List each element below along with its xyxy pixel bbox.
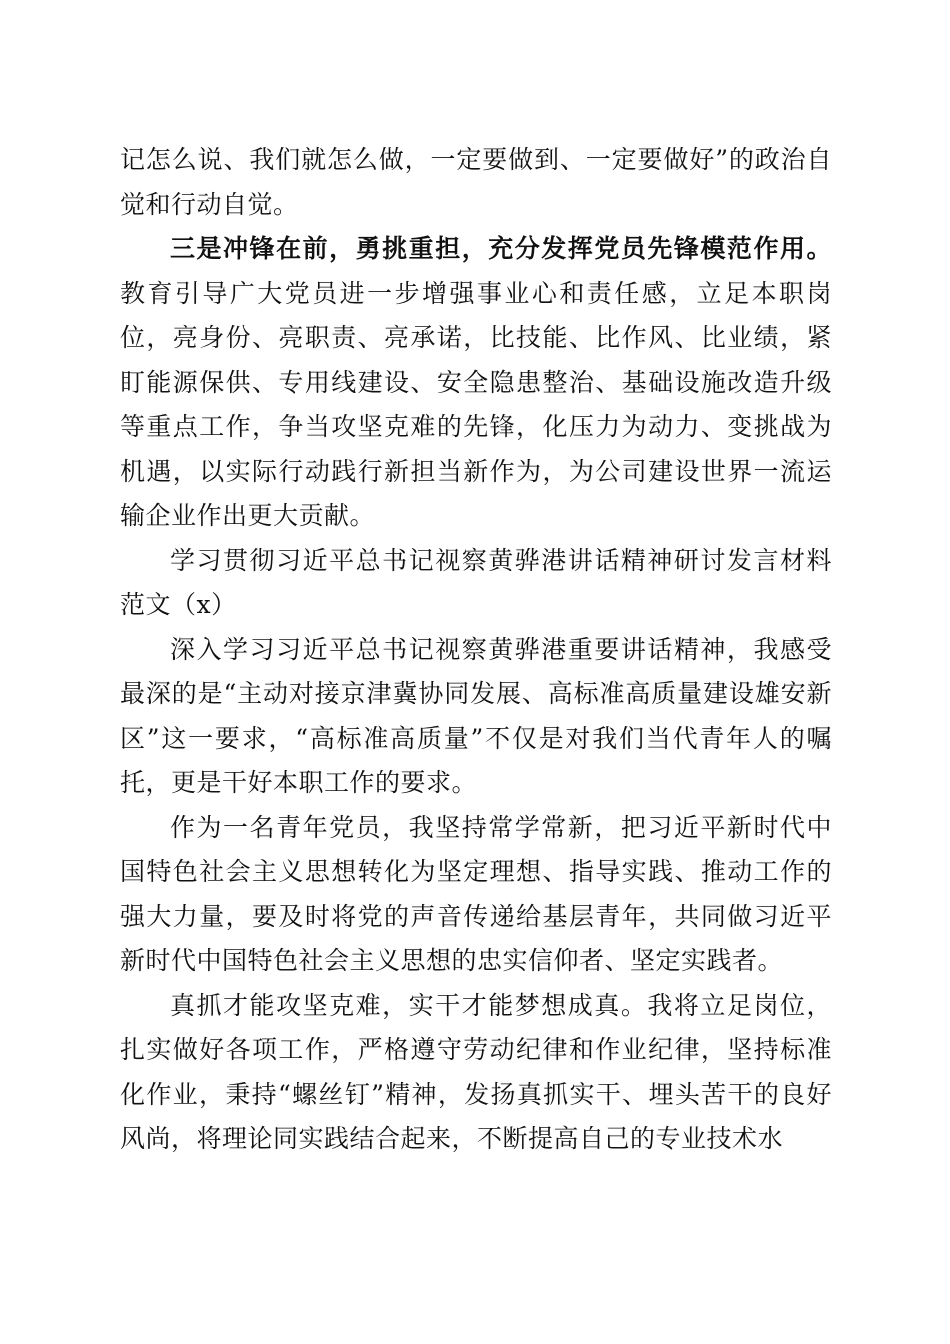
document-body: [120, 138, 832, 1162]
paragraph-youth-member: 作为一名青年党员，我坚持常学常新，把习近平新时代中国特色社会主义思想转化为坚定理想、指导实践、推动工作的强大力量，要及时将党的声音传递给基层青年，共同做习近平新时代中国特色社会主义思想的忠实信仰者、坚定实践者。: [120, 812, 832, 975]
paragraph-practice: 真抓才能攻坚克难，实干才能梦想成真。我将立足岗位，扎实做好各项工作，严格遵守劳动纪律和作业纪律，坚持标准化作业，秉持“螺丝钉”精神，发扬真抓实干、埋头苦干的良好风尚，将理论同实践结合起来，不断提高自己的专业技术水: [120, 990, 832, 1153]
paragraph-bold-lead: 三是冲锋在前，勇挑重担，充分发挥党员先锋模范作用。: [170, 234, 832, 263]
paragraph-continuation: 记怎么说、我们就怎么做，一定要做到、一定要做好”的政治自觉和行动自觉。: [120, 145, 832, 219]
paragraph-point-three: [120, 227, 832, 539]
paragraph-body-text: 教育引导广大党员进一步增强事业心和责任感，立足本职岗位，亮身份、亮职责、亮承诺，比技能、比作风、比业绩，紧盯能源保供、专用线建设、安全隐患整治、基础设施改造升级等重点工作，争当攻坚克难的先锋，化压力为动力、变挑战为机遇，以实际行动践行新担当新作为，为公司建设世界一流运输企业作出更大贡献。: [120, 278, 832, 530]
paragraph-intro: 深入学习习近平总书记视察黄骅港重要讲话精神，我感受最深的是“主动对接京津冀协同发展、高标准高质量建设雄安新区”这一要求，“高标准高质量”不仅是对我们当代青年人的嘱托，更是干好本职工作的要求。: [120, 634, 832, 797]
section-title: 学习贯彻习近平总书记视察黄骅港讲话精神研讨发言材料范文（x）: [120, 545, 832, 619]
